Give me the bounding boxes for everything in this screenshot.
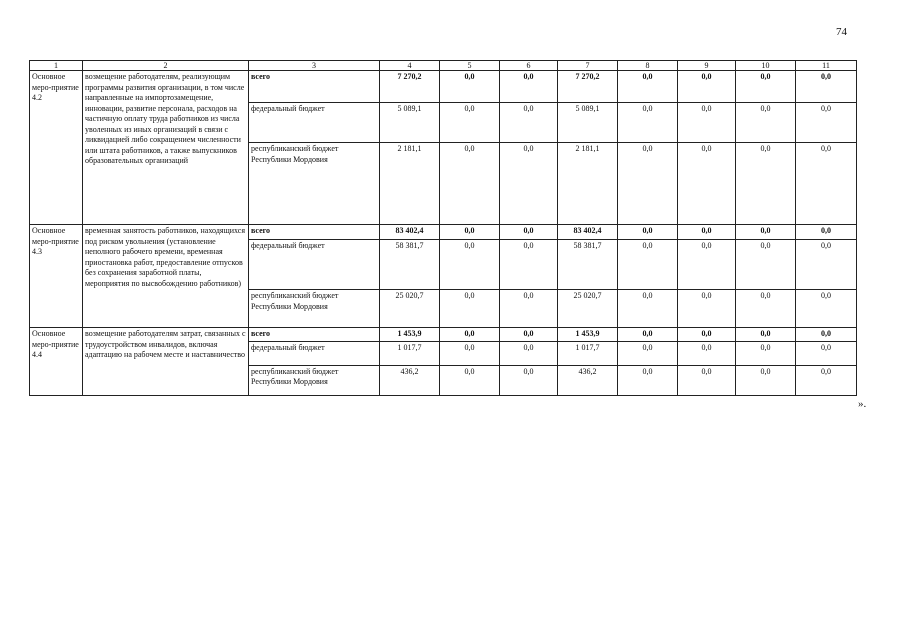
- amount-cell: 0,0: [678, 143, 736, 225]
- amount-cell: 2 181,1: [558, 143, 618, 225]
- amount-cell: 0,0: [678, 290, 736, 328]
- amount-cell: 0,0: [500, 341, 558, 365]
- amount-cell: 25 020,7: [380, 290, 440, 328]
- amount-cell: 0,0: [796, 365, 857, 395]
- measure-description: возмещение работодателям, реализующим программы развития организации, в том числе направленные на импортозамещение, инновации, развитие персонала, расходов на частичную оплату труда работников из числа уволенных из иных организаций в связи с ликвидацией либо сокращением численности или штата работников, а также выпускников образовательных организаций: [83, 71, 249, 225]
- amount-cell: 0,0: [618, 290, 678, 328]
- amount-cell: 0,0: [440, 225, 500, 240]
- amount-cell: 2 181,1: [380, 143, 440, 225]
- amount-cell: 0,0: [796, 328, 857, 342]
- amount-cell: 436,2: [380, 365, 440, 395]
- column-number-row: [30, 61, 857, 71]
- amount-cell: 0,0: [678, 225, 736, 240]
- funding-source: всего: [249, 328, 380, 342]
- amount-cell: 0,0: [736, 103, 796, 143]
- amount-cell: 0,0: [736, 341, 796, 365]
- amount-cell: 0,0: [736, 240, 796, 290]
- amount-cell: 0,0: [440, 341, 500, 365]
- amount-cell: 0,0: [500, 143, 558, 225]
- amount-cell: 436,2: [558, 365, 618, 395]
- measure-description: возмещение работодателям затрат, связанных с трудоустройством инвалидов, включая адаптацию на рабочем месте и наставничество: [83, 328, 249, 396]
- amount-cell: 1 017,7: [380, 341, 440, 365]
- budget-table: [29, 60, 857, 396]
- amount-cell: 0,0: [736, 71, 796, 103]
- funding-source: республиканский бюджет Республики Мордовия: [249, 365, 380, 395]
- amount-cell: 0,0: [500, 71, 558, 103]
- amount-cell: 0,0: [678, 328, 736, 342]
- column-header: 11: [796, 61, 857, 71]
- column-header: 1: [30, 61, 83, 71]
- amount-cell: 0,0: [796, 240, 857, 290]
- amount-cell: 0,0: [618, 341, 678, 365]
- amount-cell: 0,0: [440, 328, 500, 342]
- amount-cell: 7 270,2: [558, 71, 618, 103]
- amount-cell: 0,0: [678, 103, 736, 143]
- amount-cell: 0,0: [736, 328, 796, 342]
- funding-source: всего: [249, 225, 380, 240]
- closing-mark: ».: [858, 398, 867, 410]
- amount-cell: 0,0: [440, 71, 500, 103]
- column-header: 8: [618, 61, 678, 71]
- funding-source: федеральный бюджет: [249, 103, 380, 143]
- amount-cell: 1 453,9: [558, 328, 618, 342]
- amount-cell: 7 270,2: [380, 71, 440, 103]
- amount-cell: 5 089,1: [380, 103, 440, 143]
- amount-cell: 0,0: [796, 71, 857, 103]
- amount-cell: 0,0: [736, 365, 796, 395]
- amount-cell: 0,0: [440, 240, 500, 290]
- amount-cell: 0,0: [618, 365, 678, 395]
- amount-cell: 58 381,7: [558, 240, 618, 290]
- column-header: 7: [558, 61, 618, 71]
- funding-source: республиканский бюджет Республики Мордовия: [249, 143, 380, 225]
- amount-cell: 0,0: [500, 103, 558, 143]
- amount-cell: 0,0: [618, 240, 678, 290]
- column-header: 4: [380, 61, 440, 71]
- amount-cell: 0,0: [796, 225, 857, 240]
- column-header: 9: [678, 61, 736, 71]
- funding-source: федеральный бюджет: [249, 341, 380, 365]
- column-header: 6: [500, 61, 558, 71]
- amount-cell: 0,0: [500, 290, 558, 328]
- amount-cell: 0,0: [618, 103, 678, 143]
- funding-source: республиканский бюджет Республики Мордовия: [249, 290, 380, 328]
- amount-cell: 0,0: [500, 365, 558, 395]
- amount-cell: 0,0: [796, 143, 857, 225]
- table-row: [30, 328, 857, 342]
- amount-cell: 0,0: [736, 290, 796, 328]
- amount-cell: 58 381,7: [380, 240, 440, 290]
- amount-cell: 83 402,4: [380, 225, 440, 240]
- measure-name: Основное меро-приятие 4.3: [30, 225, 83, 328]
- page-number: 74: [836, 26, 847, 38]
- amount-cell: 1 453,9: [380, 328, 440, 342]
- measure-name: Основное меро-приятие 4.4: [30, 328, 83, 396]
- amount-cell: 0,0: [500, 240, 558, 290]
- amount-cell: 0,0: [796, 103, 857, 143]
- amount-cell: 25 020,7: [558, 290, 618, 328]
- amount-cell: 0,0: [678, 71, 736, 103]
- table-row: [30, 71, 857, 103]
- amount-cell: 0,0: [736, 225, 796, 240]
- amount-cell: 0,0: [796, 290, 857, 328]
- column-header: 2: [83, 61, 249, 71]
- funding-source: всего: [249, 71, 380, 103]
- amount-cell: 0,0: [678, 365, 736, 395]
- amount-cell: 0,0: [500, 328, 558, 342]
- table-row: [30, 225, 857, 240]
- measure-description: временная занятость работников, находящихся под риском увольнения (установление неполного рабочего времени, временная приостановка работ, предоставление отпусков без сохранения заработной платы, мероприятия по высвобождению работников): [83, 225, 249, 328]
- amount-cell: 0,0: [618, 225, 678, 240]
- amount-cell: 5 089,1: [558, 103, 618, 143]
- amount-cell: 0,0: [618, 143, 678, 225]
- amount-cell: 0,0: [618, 328, 678, 342]
- amount-cell: 0,0: [440, 290, 500, 328]
- funding-source: федеральный бюджет: [249, 240, 380, 290]
- amount-cell: 0,0: [678, 240, 736, 290]
- amount-cell: 83 402,4: [558, 225, 618, 240]
- measure-name: Основное меро-приятие 4.2: [30, 71, 83, 225]
- amount-cell: 1 017,7: [558, 341, 618, 365]
- amount-cell: 0,0: [440, 103, 500, 143]
- amount-cell: 0,0: [440, 143, 500, 225]
- amount-cell: 0,0: [500, 225, 558, 240]
- amount-cell: 0,0: [618, 71, 678, 103]
- amount-cell: 0,0: [736, 143, 796, 225]
- column-header: 10: [736, 61, 796, 71]
- column-header: 3: [249, 61, 380, 71]
- amount-cell: 0,0: [678, 341, 736, 365]
- amount-cell: 0,0: [796, 341, 857, 365]
- column-header: 5: [440, 61, 500, 71]
- amount-cell: 0,0: [440, 365, 500, 395]
